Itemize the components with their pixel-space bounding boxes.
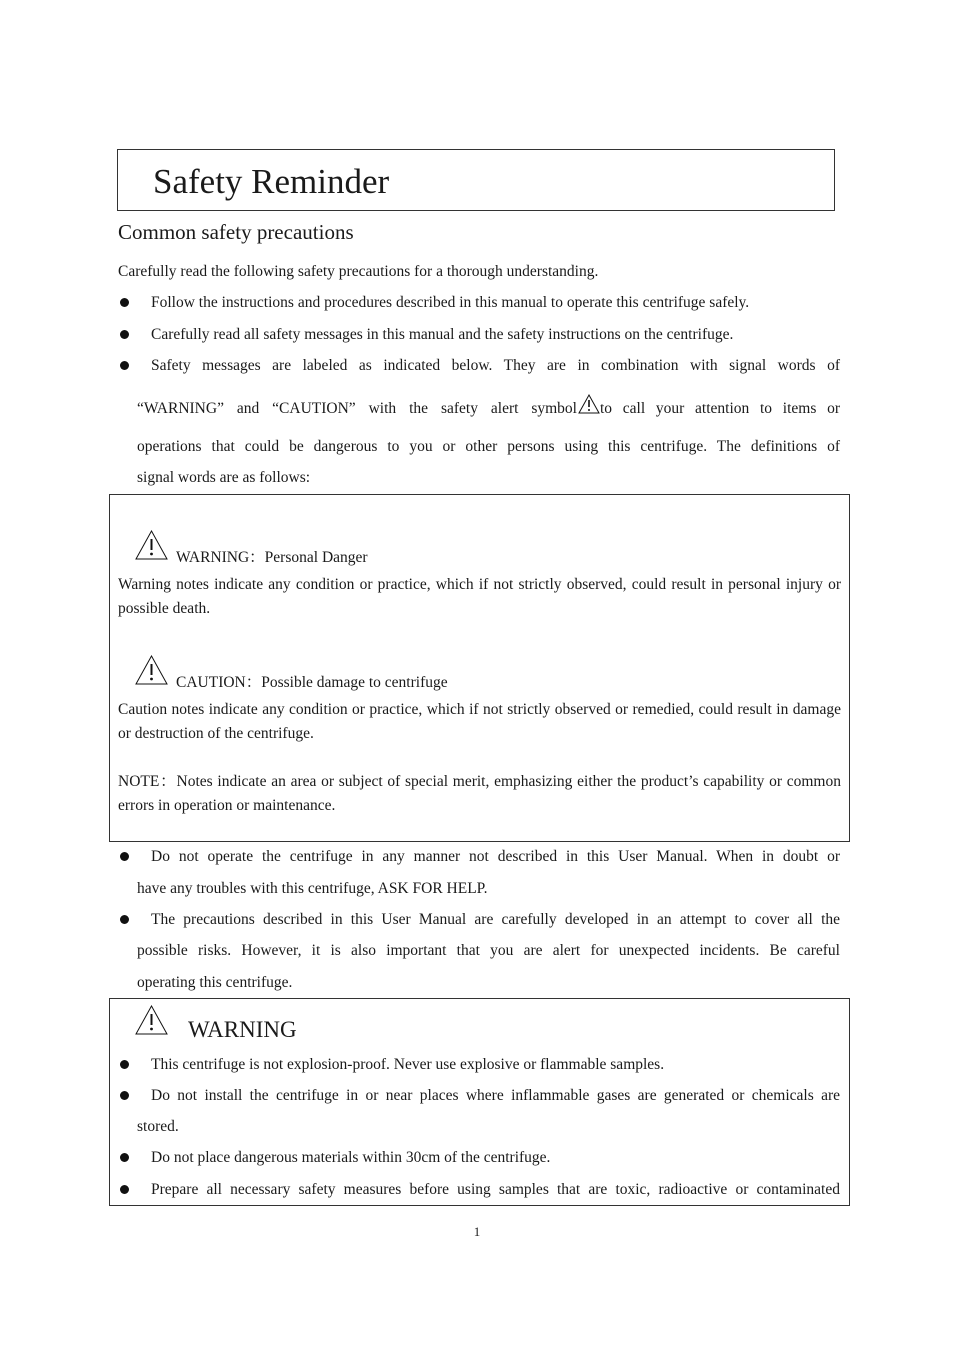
page-title: Safety Reminder	[153, 162, 390, 201]
bullet-item-line: to call your attention to items or	[600, 400, 840, 417]
title-box	[117, 149, 835, 211]
bullet-icon	[120, 852, 129, 861]
bullet-item-line: “WARNING” and “CAUTION” with the safety alert symbol	[137, 400, 577, 417]
bullet-item-line: operations that could be dangerous to you or other persons using this centrifuge. The definitions of	[137, 438, 840, 455]
bullet-icon	[120, 1060, 129, 1069]
caution-icon	[135, 655, 168, 685]
bullet-icon	[120, 298, 129, 307]
warning-item-line: Do not install the centrifuge in or near places where inflammable gases are generated or chemicals are	[151, 1087, 840, 1104]
bullet-icon	[120, 330, 129, 339]
warning-label: WARNING：Personal Danger	[176, 549, 368, 566]
caution-description: Caution notes indicate any condition or practice, which if not strictly observed or remedied, could result in damage or destruction of the centrifuge.	[118, 701, 841, 742]
intro-text: Carefully read the following safety precautions for a thorough understanding.	[118, 263, 599, 280]
safety-alert-icon	[578, 394, 600, 414]
bullet-icon	[120, 1091, 129, 1100]
bullet-icon	[120, 1153, 129, 1162]
bullet-item: Follow the instructions and procedures described in this manual to operate this centrifuge safely.	[151, 294, 750, 311]
bullet-item-line: Do not operate the centrifuge in any manner not described in this User Manual. When in doubt or	[151, 848, 840, 865]
bullet-icon	[120, 1185, 129, 1194]
caution-label: CAUTION：Possible damage to centrifuge	[176, 674, 448, 691]
warning-icon	[135, 530, 168, 560]
bullet-item-line: Safety messages are labeled as indicated below. They are in combination with signal words of	[151, 357, 840, 374]
bullet-item-line: The precautions described in this User Manual are carefully developed in an attempt to cover all the	[151, 911, 840, 928]
page-number: 1	[473, 1224, 481, 1239]
bullet-item-line: have any troubles with this centrifuge, ASK FOR HELP.	[137, 880, 488, 897]
warning-item: This centrifuge is not explosion-proof. Never use explosive or flammable samples.	[151, 1056, 665, 1073]
warning-item-line: stored.	[137, 1118, 179, 1135]
bullet-icon	[120, 915, 129, 924]
bullet-item-line: possible risks. However, it is also important that you are alert for unexpected incidents. Be careful	[137, 942, 840, 959]
warning-heading: WARNING	[188, 1017, 297, 1042]
warning-icon	[135, 1005, 168, 1035]
note-description: NOTE：Notes indicate an area or subject of special merit, emphasizing either the product’s capability or common errors in operation or maintenance.	[118, 773, 841, 814]
bullet-item: Carefully read all safety messages in this manual and the safety instructions on the centrifuge.	[151, 326, 734, 343]
warning-item: Prepare all necessary safety measures before using samples that are toxic, radioactive or contaminated	[151, 1181, 840, 1198]
bullet-icon	[120, 361, 129, 370]
warning-item: Do not place dangerous materials within 30cm of the centrifuge.	[151, 1149, 551, 1166]
bullet-item-line: operating this centrifuge.	[137, 974, 293, 991]
section-heading: Common safety precautions	[118, 220, 354, 244]
bullet-item-line: signal words are as follows:	[137, 469, 311, 486]
warning-description: Warning notes indicate any condition or practice, which if not strictly observed, could result in personal injury or possible death.	[118, 576, 841, 617]
